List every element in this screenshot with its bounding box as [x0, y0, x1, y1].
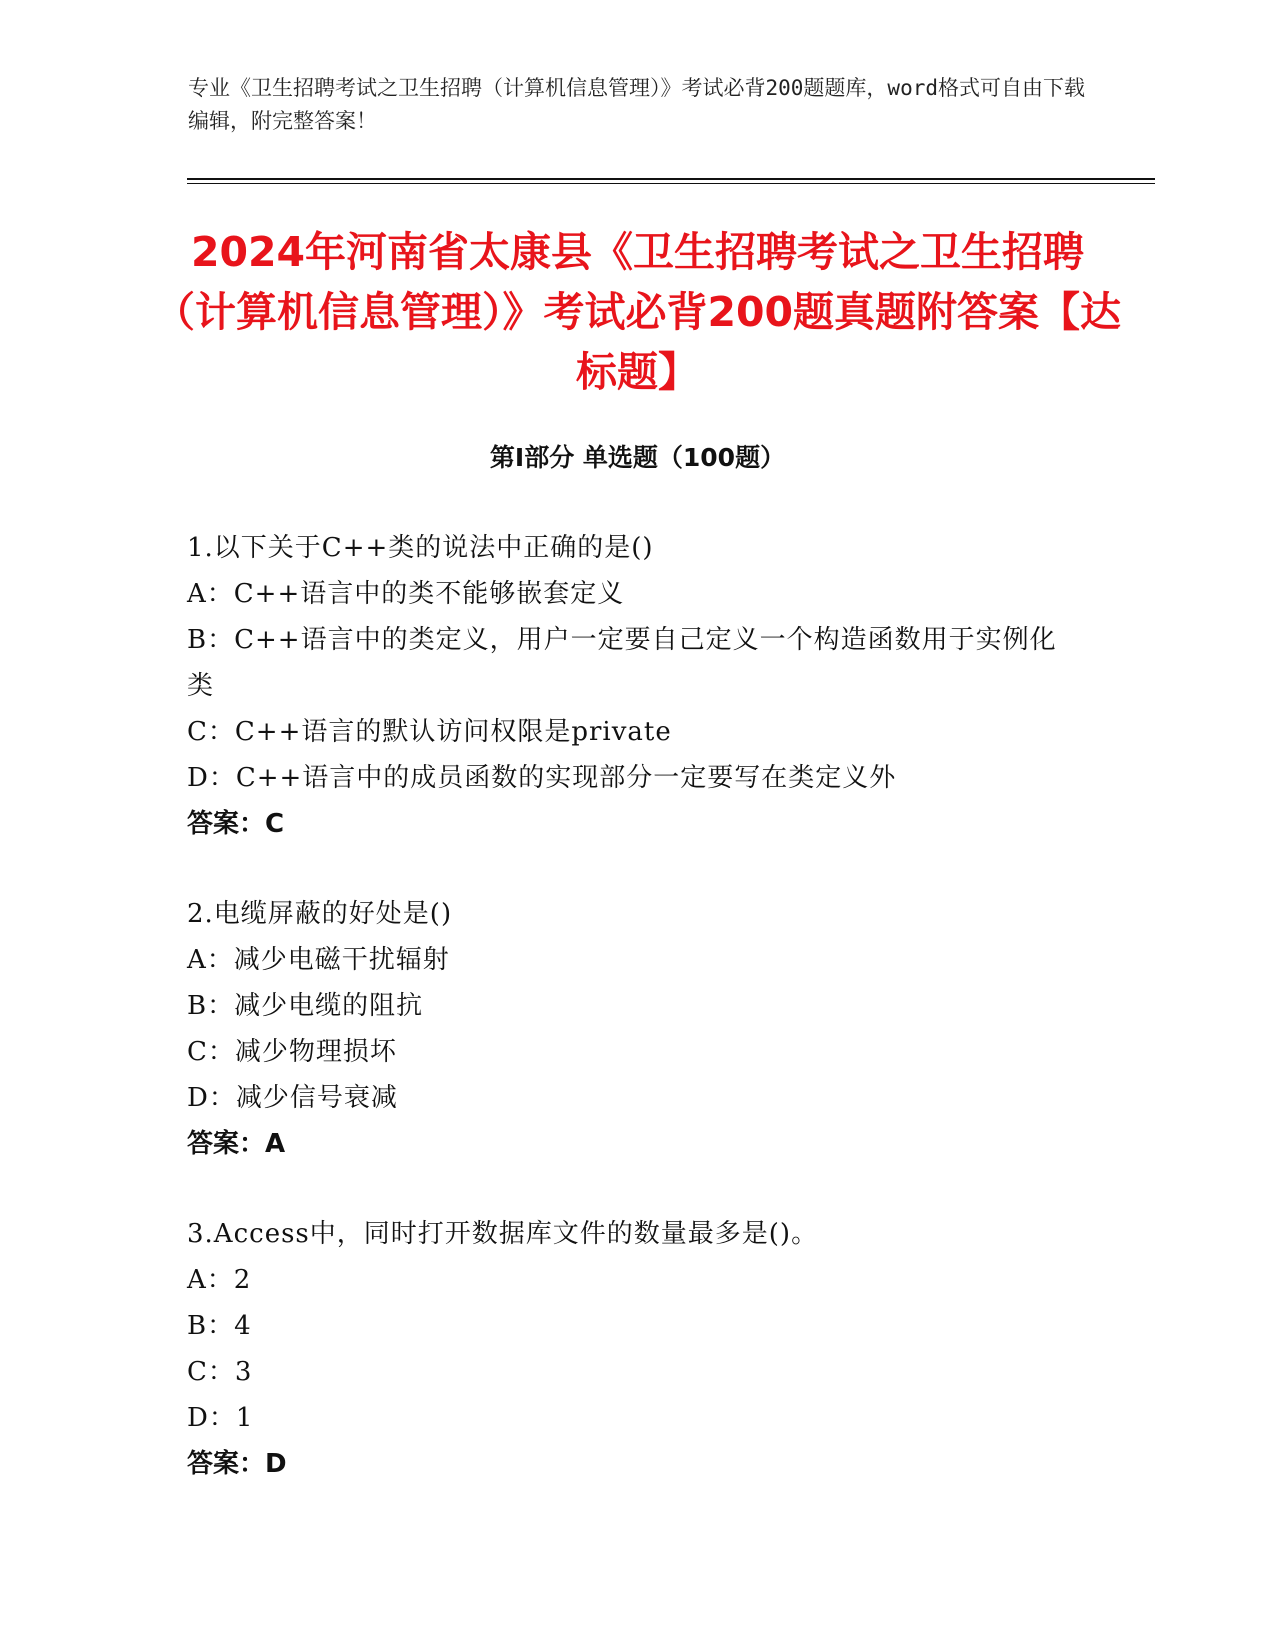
option-a: A：2 — [187, 1265, 252, 1295]
question-1 — [187, 525, 1077, 847]
section-title: 第Ⅰ部分 单选题（100题） — [489, 443, 786, 472]
option-b: B：C++语言中的类定义，用户一定要自己定义一个构造函数用于实例化类 — [187, 625, 1057, 701]
question-stem: 1.以下关于C++类的说法中正确的是() — [187, 533, 654, 563]
option-b: B：4 — [187, 1311, 252, 1341]
option-b: B：减少电缆的阻抗 — [187, 991, 424, 1021]
question-stem: 2.电缆屏蔽的好处是() — [187, 899, 453, 929]
option-a: A：减少电磁干扰辐射 — [187, 945, 450, 975]
header-note: 专业《卫生招聘考试之卫生招聘（计算机信息管理）》考试必背200题题库，word格式可自由下载编辑，附完整答案！ — [188, 76, 1085, 133]
question-stem: 3.Access中，同时打开数据库文件的数量最多是()。 — [187, 1219, 819, 1249]
question-3 — [187, 1211, 1077, 1487]
option-d: D：1 — [187, 1403, 254, 1433]
option-c: C：C++语言的默认访问权限是private — [187, 717, 672, 747]
option-d: D：减少信号衰减 — [187, 1083, 398, 1113]
question-2 — [187, 891, 1077, 1167]
option-d: D：C++语言中的成员函数的实现部分一定要写在类定义外 — [187, 763, 897, 793]
answer: 答案：C — [187, 809, 285, 839]
option-c: C：减少物理损坏 — [187, 1037, 397, 1067]
option-c: C：3 — [187, 1357, 253, 1387]
answer: 答案：A — [187, 1129, 286, 1159]
option-a: A：C++语言中的类不能够嵌套定义 — [187, 579, 625, 609]
document-title: 2024年河南省太康县《卫生招聘考试之卫生招聘（计算机信息管理）》考试必背200题真题附答案【达标题】 — [153, 228, 1122, 396]
header-divider-thick — [187, 178, 1155, 180]
header-divider-thin — [187, 183, 1155, 184]
question-list — [187, 525, 1077, 1531]
answer: 答案：D — [187, 1449, 287, 1479]
